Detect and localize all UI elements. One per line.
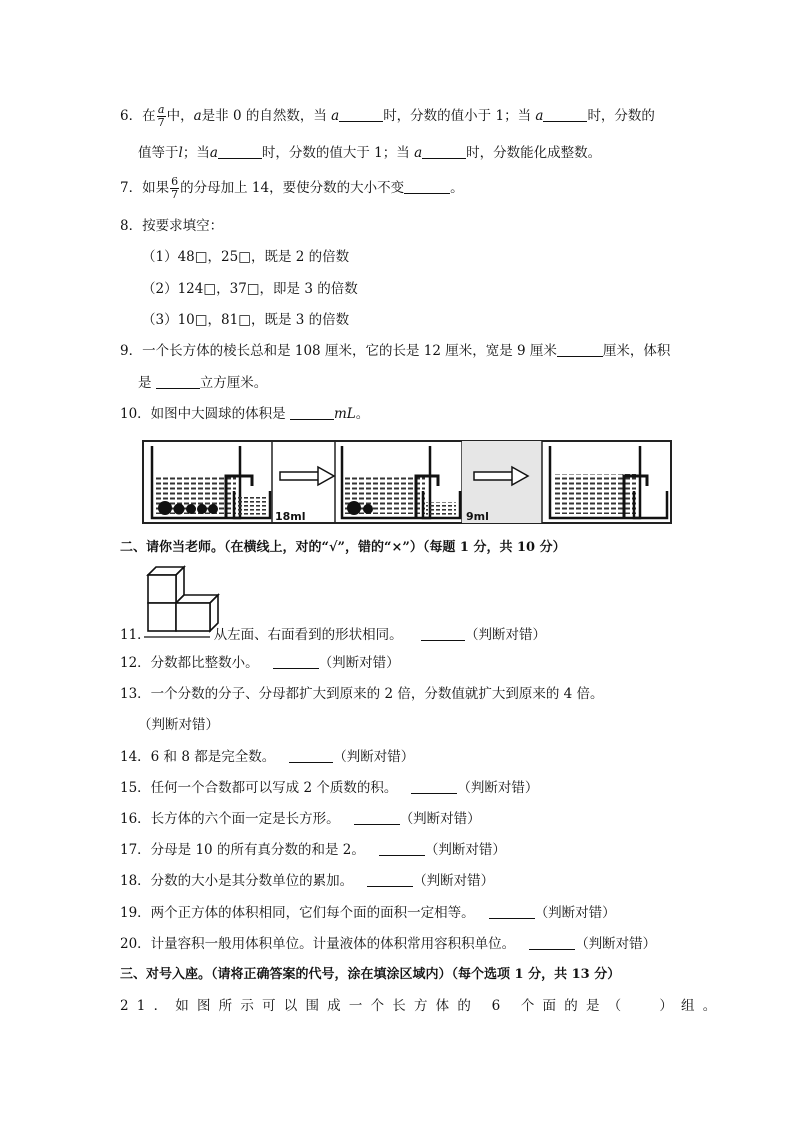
question-10: 10．如图中大圆球的体积是 mL。 [120, 406, 370, 422]
judge-blank[interactable] [273, 654, 319, 669]
question-13-line-1: 13．一个分数的分子、分母都扩大到原来的 2 倍，分数值就扩大到原来的 4 倍。 [120, 686, 604, 702]
arrow-right-icon [280, 467, 334, 485]
fraction-a-over-7: $\frac{a}{7}$ [157, 103, 165, 129]
fraction-6-over-7: $\frac{6}{7}$ [171, 175, 179, 201]
judge-blank[interactable] [367, 872, 413, 887]
answer-blank[interactable] [543, 107, 587, 122]
judge-blank[interactable] [354, 810, 400, 825]
question-8-title: 8．按要求填空： [120, 218, 224, 234]
question-17: 17．分母是 10 的所有真分数的和是 2。 （判断对错） [120, 842, 506, 858]
overflow-beaker-figure [142, 436, 672, 526]
section-3-heading: 三、对号入座。（请将正确答案的代号，涂在填涂区域内）（每个选项 1 分，共 13 分） [120, 967, 621, 982]
question-21: 21．如图所示可以围成一个长方体的 6 个面的是（ ）组。 [120, 998, 725, 1014]
question-16: 16．长方体的六个面一定是长方形。 （判断对错） [120, 811, 481, 827]
answer-blank[interactable] [557, 342, 603, 357]
question-8-item: （1）48□，25□，既是 2 的倍数 [142, 249, 350, 265]
question-9-line-1: 9．一个长方体的棱长总和是 108 厘米，它的长是 12 厘米，宽是 9 厘米 厘米，体积 [120, 343, 671, 359]
section-2-heading: 二、请你当老师。（在横线上，对的“√”，错的“×”）（每题 1 分，共 10 分） [120, 540, 566, 555]
judge-blank[interactable] [379, 841, 425, 856]
question-8-item: （3）10□，81□，既是 3 的倍数 [142, 312, 350, 328]
judge-blank[interactable] [411, 779, 457, 794]
answer-blank[interactable] [156, 374, 200, 389]
answer-blank[interactable] [339, 107, 383, 122]
question-9-line-2: 是 立方厘米。 [138, 375, 268, 391]
beaker-3-icon [550, 446, 667, 518]
question-7: 7．如果 $\frac{6}{7}$ 的分母加上 14，要使分数的大小不变 。 [120, 175, 464, 201]
answer-blank[interactable] [290, 405, 334, 420]
answer-blank[interactable] [404, 179, 450, 194]
answer-paren-space[interactable] [629, 998, 659, 1012]
question-19: 19．两个正方体的体积相同，它们每个面的面积一定相等。 （判断对错） [120, 905, 616, 921]
beaker-1-icon [152, 446, 270, 518]
question-18: 18．分数的大小是其分数单位的累加。 （判断对错） [120, 873, 495, 889]
question-14: 14．6 和 8 都是完全数。 （判断对错） [120, 749, 415, 765]
question-20: 20．计量容积一般用体积单位。计量液体的体积常用容积积单位。 （判断对错） [120, 936, 657, 952]
question-12: 12．分数都比整数小。 （判断对错） [120, 655, 400, 671]
answer-blank[interactable] [422, 144, 466, 159]
question-15: 15．任何一个合数都可以写成 2 个质数的积。 （判断对错） [120, 780, 539, 796]
judge-blank[interactable] [421, 626, 465, 641]
question-11: 11． 从左面、右面看到的形状相同。 （判断对错） [120, 627, 546, 643]
overflow-label-1: 18ml [275, 510, 306, 523]
overflow-label-2: 9ml [466, 510, 489, 523]
question-6-line-2: 值等于l；当a 时，分数的值大于 1；当 a 时，分数能化成整数。 [138, 145, 602, 161]
judge-blank[interactable] [489, 904, 535, 919]
judge-blank[interactable] [529, 935, 575, 950]
answer-blank[interactable] [218, 144, 262, 159]
judge-blank[interactable] [289, 748, 333, 763]
beaker-2-icon [342, 446, 460, 518]
question-6-line-1: 6．在 $\frac{a}{7}$ 中，a是非 0 的自然数，当 a 时，分数的值小于 1；当 a 时，分数的 [120, 103, 655, 129]
question-13-line-2: （判断对错） [138, 717, 219, 733]
question-8-item: （2）124□，37□，即是 3 的倍数 [142, 281, 358, 297]
